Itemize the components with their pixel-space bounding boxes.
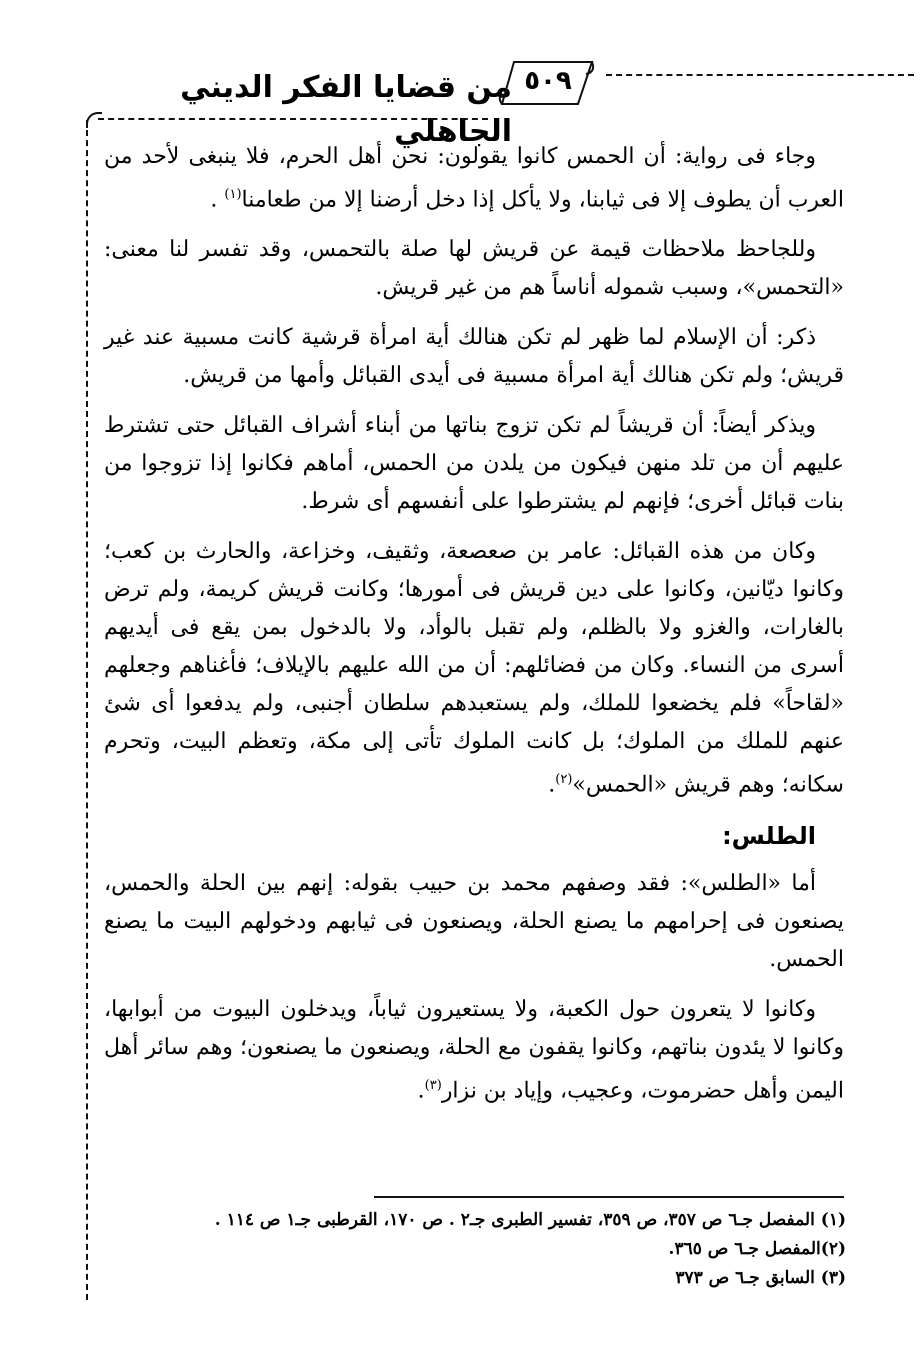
paragraph: ذكر: أن الإسلام لما ظهر لم تكن هنالك أية امرأة قرشية كانت مسبية عند غير قريش؛ ولم تكن هنالك أية امرأة مسبية فى أيدى القبائل وأمها من قريش. [104,325,844,389]
footnote-separator [374,1196,844,1198]
page-number-scroll-badge [496,58,596,110]
paragraph: وللجاحظ ملاحظات قيمة عن قريش لها صلة بالتحمس، وقد تفسر لنا معنى: «التحمس»، وسبب شموله أناساً هم من غير قريش. [104,237,844,301]
running-header-title: من قضايا الفكر الديني الجاهلي [180,70,512,149]
page-number: ٥٠٩ [524,66,572,96]
paragraph: وجاء فى رواية: أن الحمس كانوا يقولون: نحن أهل الحرم، فلا ينبغى لأحد من العرب أن يطوف إلا فى ثيابنا، ولا يأكل إذا دخل أرضنا إلا من طعامنا$^{(١)}$ . [104,144,844,213]
footnote: (٢)المفصل جـ٦ ص ٣٦٥. [668,1239,846,1259]
frame-corner [86,112,102,128]
footnotes [130,1206,846,1293]
page-body [104,138,844,1122]
paragraph: وكان من هذه القبائل: عامر بن صعصعة، وثقيف، وخزاعة، والحارث بن كعب؛ وكانوا ديّانين، وكانوا على دين قريش فى أمورها؛ وكانت قريش كريمة، ولم ترض بالغارات، والغزو ولا بالظلم، ولم تقبل بالوأد، ولا بالدخول بمن يقع فى أيديهم أسرى من النساء. وكان من فضائلهم: أن من الله عليهم بالإيلاف؛ فأغناهم وجعلهم «لقاحاً» فلم يخضعوا للملك، ولم يستعبدهم سلطان أجنبى، ولم يدفعوا أى شئ عنهم للملك من الملوك؛ بل كانت الملوك تأتى إلى مكة، وتعظم البيت، وتحرم سكانه؛ وهم قريش «الحمس»$^{(٢)}$. [104,539,844,798]
header-dashed-rule [606,74,914,76]
footnote: (١) المفصل جـ٦ ص ٣٥٧، ص ٣٥٩، تفسير الطبرى جـ٢ . ص ١٧٠، القرطبى جـ١ ص ١١٤ . [214,1210,846,1230]
frame-left-dashed-rule [86,120,88,1300]
footnote-marker: (١) [224,187,242,202]
paragraph: ويذكر أيضاً: أن قريشاً لم تكن تزوج بناتها من أبناء أشراف القبائل حتى تشترط عليهم أن من تلد منهن فيكون من يلدن من الحمس، أماهم فكانوا إذا تزوجوا من بنات قبائل أخرى؛ فإنهم لم يشترطوا على أنفسهم أى شرط. [104,413,844,515]
footnote: (٣) السابق جـ٦ ص ٣٧٣ [675,1268,846,1288]
paragraph: وكانوا لا يتعرون حول الكعبة، ولا يستعيرون ثياباً، ويدخلون البيوت من أبوابها، وكانوا لا يئدون بناتهم، وكانوا يقفون مع الحلة، ويصنعون ما يصنعون؛ وهم سائر أهل اليمن وأهل حضرموت، وعجيب، وإياد بن نزار$^{(٣)}$. [104,996,844,1103]
footnote-marker: (٢) [555,772,573,788]
frame-top-dashed-rule [98,118,488,120]
paragraph: أما «الطلس»: فقد وصفهم محمد بن حبيب بقوله: إنهم بين الحلة والحمس، يصنعون فى إحرامهم ما يصنع الحلة، ويصنعون فى ثيابهم ودخولهم البيت ما يصنع الحمس. [104,870,844,972]
footnote-marker: (٣) [424,1077,442,1093]
section-heading: الطلس: [722,821,816,850]
